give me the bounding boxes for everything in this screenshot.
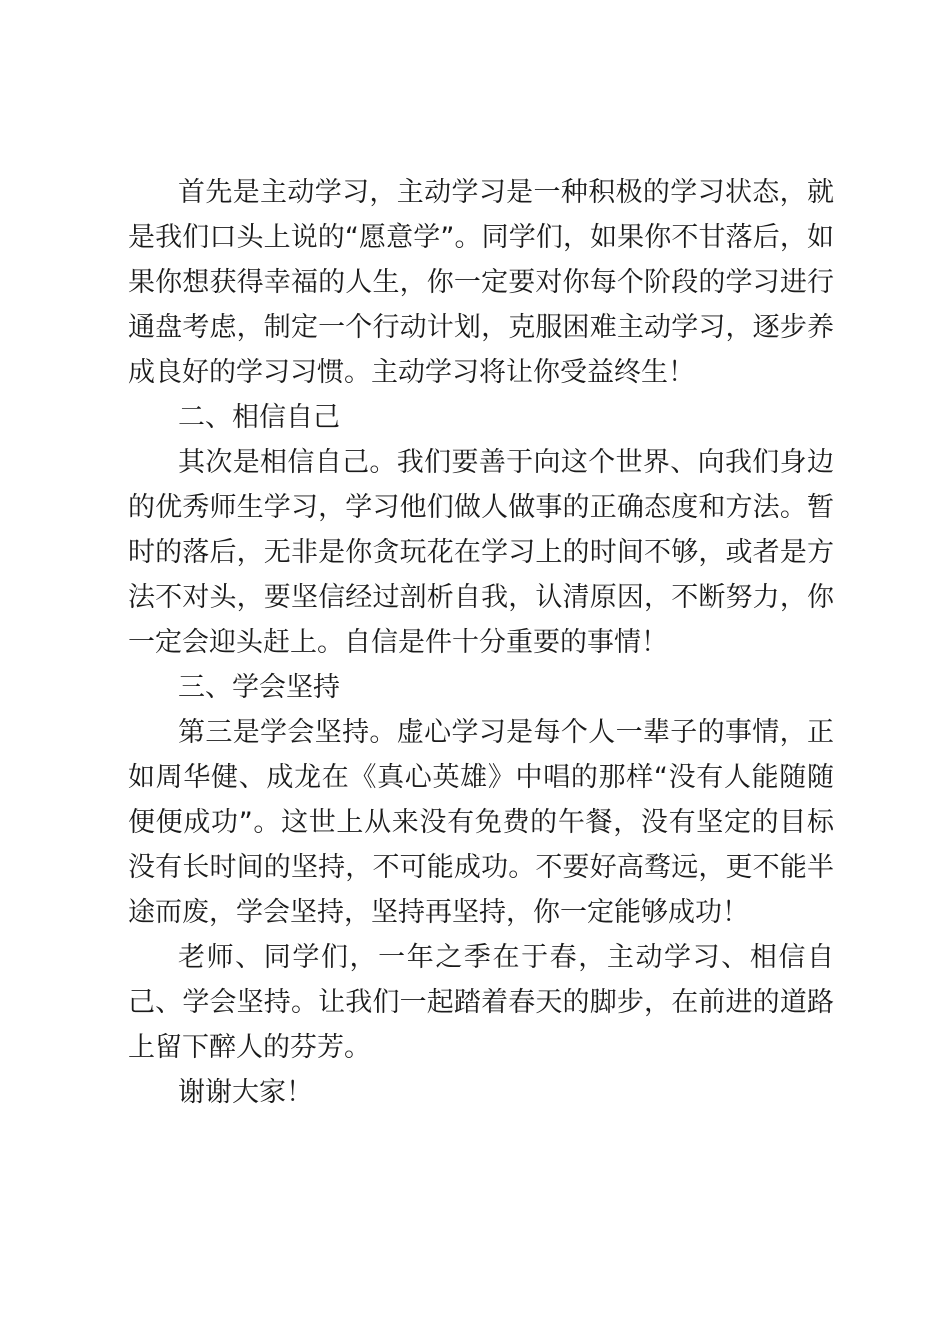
paragraph-thanks: 谢谢大家！ <box>178 1077 313 1108</box>
paragraph-active-learning: 首先是主动学习，主动学习是一种积极的学习状态，就是我们口头上说的“愿意学”。同学们，如果你不甘落后，如果你想获得幸福的人生，你一定要对你每个阶段的学习进行通盘考虑，制定一个行动计划，克服困难主动学习，逐步养成良好的学习习惯。主动学习将让你受益终生！ <box>128 177 834 388</box>
heading-persistence: 三、学会坚持 <box>178 672 340 703</box>
heading-believe-yourself: 二、相信自己 <box>178 402 340 433</box>
paragraph-persistence: 第三是学会坚持。虚心学习是每个人一辈子的事情，正如周华健、成龙在《真心英雄》中唱的那样“没有人能随随便便成功”。这世上从来没有免费的午餐，没有坚定的目标没有长时间的坚持，不可能成功。不要好高骛远，更不能半途而废，学会坚持，坚持再坚持，你一定能够成功！ <box>128 717 834 928</box>
document-body <box>128 170 834 1115</box>
paragraph-closing: 老师、同学们，一年之季在于春，主动学习、相信自己、学会坚持。让我们一起踏着春天的脚步，在前进的道路上留下醉人的芬芳。 <box>128 942 834 1063</box>
paragraph-believe-yourself: 其次是相信自己。我们要善于向这个世界、向我们身边的优秀师生学习，学习他们做人做事的正确态度和方法。暂时的落后，无非是你贪玩花在学习上的时间不够，或者是方法不对头，要坚信经过剖析自我，认清原因，不断努力，你一定会迎头赶上。自信是件十分重要的事情！ <box>128 447 834 658</box>
